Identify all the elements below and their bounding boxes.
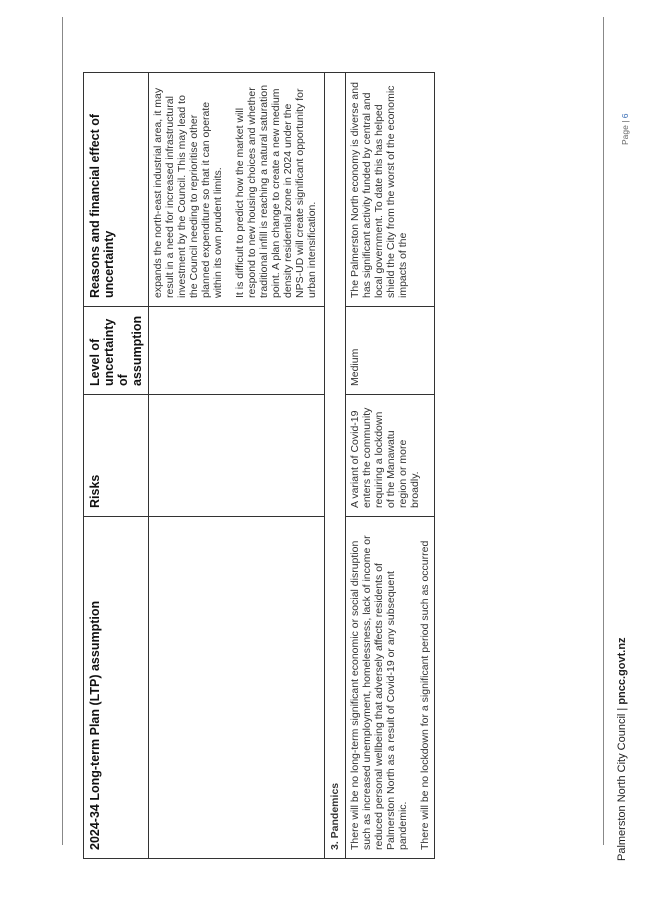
table-row bbox=[149, 73, 325, 859]
page-label: Page | bbox=[620, 118, 630, 145]
pandemic-assumption-cell bbox=[346, 517, 435, 859]
section-row bbox=[325, 73, 346, 859]
footer-org-name: Palmerston North City Council bbox=[616, 713, 628, 861]
reasons-paragraph: expands the north-east industrial area, it may result in a need for increased infrastructural investment by the Council. This may lead to the Council needing to reprioritise other planned expenditure so that it can operate within its own prudent limits. bbox=[152, 87, 224, 298]
header-rule bbox=[62, 17, 63, 845]
pandemic-reasons-cell: The Palmerston North economy is diverse and has significant activity funded by central and local government. To date this has helped shield the City from the worst of the economic impacts of the bbox=[346, 73, 435, 307]
assumption-paragraph: There will be no lockdown for a significant period such as occurred bbox=[419, 540, 431, 850]
header-level: Level of uncertainty of assumption bbox=[84, 307, 149, 395]
reasons-paragraph: It is difficult to predict how the market will respond to new housing choices and whether traditional infill is reaching a natural saturation point. A plan change to create a new medium density residential zone in 2024 under the NPS-UD will create significant opportunity for urban intensification. bbox=[234, 84, 318, 298]
assumptions-table bbox=[83, 72, 435, 859]
continued-assumption-cell bbox=[149, 517, 325, 859]
pandemic-level-cell: Medium bbox=[346, 307, 435, 395]
pandemic-risks-cell: A variant of Covid-19 enters the community requiring a lockdown of the Manawatu region or more broadly. bbox=[346, 395, 435, 517]
continued-risks-cell bbox=[149, 395, 325, 517]
footer-org bbox=[616, 637, 628, 861]
table-header-row bbox=[84, 73, 149, 859]
header-risks: Risks bbox=[84, 395, 149, 517]
footer-rule bbox=[603, 17, 604, 845]
header-assumption: 2024-34 Long-term Plan (LTP) assumption bbox=[84, 517, 149, 859]
page-number bbox=[620, 113, 630, 145]
assumption-paragraph: There will be no long-term significant economic or social disruption such as increased unemployment, homelessness, lack of income or reduced personal wellbeing that adversely affects residents of Palmerston North as a result of Covid-19 or any subsequent pandemic. bbox=[349, 535, 409, 850]
continued-reasons-cell bbox=[149, 73, 325, 307]
footer-site: pncc.govt.nz bbox=[616, 637, 628, 705]
page-number-value: 6 bbox=[620, 113, 630, 119]
continued-level-cell bbox=[149, 307, 325, 395]
table-row bbox=[346, 73, 435, 859]
footer-separator: | bbox=[616, 704, 628, 714]
section-heading: 3. Pandemics bbox=[325, 73, 346, 859]
header-reasons: Reasons and financial effect of uncertainty bbox=[84, 73, 149, 307]
